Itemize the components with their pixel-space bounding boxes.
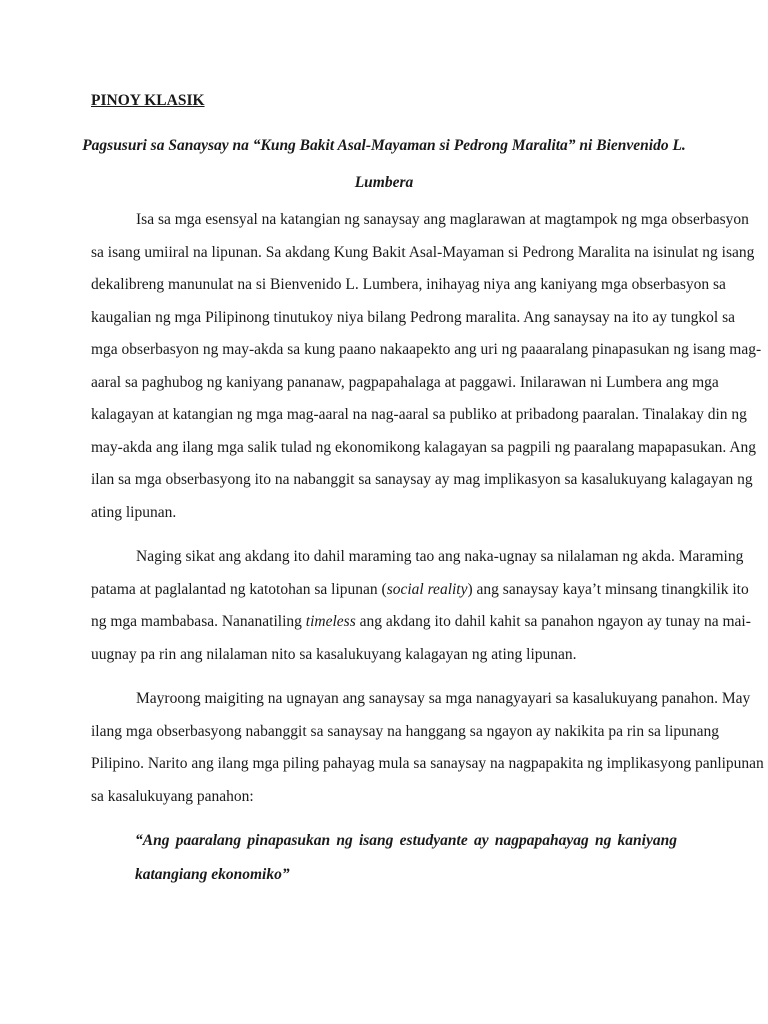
quote-line: “Ang paaralang pinapasukan ng isang estudyante ay nagpapahayag ng kaniyang (135, 832, 677, 849)
text-line: uugnay pa rin ang nilalaman nito sa kasalukuyang kalagayan ng ating lipunan. (91, 645, 577, 663)
text-line: aaral sa paghubog ng kaniyang pananaw, pagpapahalaga at paggawi. Inilarawan ni Lumbera ang mga (91, 373, 719, 391)
text-segment: ng mga mambabasa. Nananatiling (91, 613, 306, 630)
text-line: sa kasalukuyang panahon: (91, 787, 254, 805)
text-line: Mayroong maigiting na ugnayan ang sanaysay sa mga nanagyayari sa kasalukuyang panahon. May (136, 690, 751, 707)
text-line: kalagayan at katangian ng mga mag-aaral na nag-aaral sa publiko at pribadong paaralan. Tinalakay din ng (91, 406, 747, 423)
text-line: mga obserbasyon ng may-akda sa kung paano nakaapekto ang uri ng paaaralang pinapasukan ng isang mag- (91, 341, 762, 358)
document-title (61, 136, 707, 193)
text-segment: ang akdang ito dahil kahit sa panahon ngayon ay tunay na mai- (355, 613, 751, 630)
paragraph (91, 689, 764, 819)
text-line: dekalibreng manunulat na si Bienvenido L. Lumbera, inihayag niya ang kaniyang mga obserbasyon sa (91, 276, 726, 293)
document-body (91, 210, 764, 819)
text-line: ilang mga obserbasyong nabanggit sa sanaysay na hanggang sa ngayon ay nakikita pa rin sa lipunang (91, 722, 720, 740)
text-line: ating lipunan. (91, 503, 177, 521)
text-line: sa isang umiiral na lipunan. Sa akdang Kung Bakit Asal-Mayaman si Pedrong Maralita na isinulat ng isang (91, 243, 755, 261)
block-quote (135, 831, 677, 899)
title-line: Lumbera (354, 174, 414, 191)
title-line: Pagsusuri sa Sanaysay na “Kung Bakit Asal-Mayaman si Pedrong Maralita” ni Bienvenido L. (82, 137, 686, 154)
document-page (82, 91, 764, 899)
text-line: Naging sikat ang akdang ito dahil maraming tao ang naka-ugnay sa nilalaman ng akda. Maraming (136, 548, 744, 565)
text-line: Pilipino. Narito ang ilang mga piling pahayag mula sa sanaysay na nagpapakita ng implikasyong panlipunan (91, 755, 764, 772)
text-segment: ) ang sanaysay kaya’t minsang tinangkilik ito (467, 580, 749, 598)
text-line: may-akda ang ilang mga salik tulad ng ekonomikong kalagayan sa pagpili ng paaralang mapapasukan. Ang (91, 438, 757, 456)
text-line: ilan sa mga obserbasyong ito na nabanggit sa sanaysay ay mag implikasyon sa kasalukuyang kalagayan ng (91, 471, 753, 488)
document-heading: PINOY KLASIK (91, 92, 205, 109)
text-line: Isa sa mga esensyal na katangian ng sanaysay ang maglarawan at magtampok ng mga obserbasyon (136, 211, 749, 228)
quote-line: katangiang ekonomiko” (135, 866, 290, 883)
text-line (91, 612, 751, 645)
text-line (91, 580, 749, 613)
emphasized-term: timeless (305, 613, 356, 630)
paragraph (91, 210, 762, 535)
text-segment: patama at paglalantad ng katotohan sa lipunan ( (91, 580, 387, 598)
paragraph (91, 547, 751, 677)
text-line: kaugalian ng mga Pilipinong tinutukoy niya bilang Pedrong maralita. Ang sanaysay na ito ay tungkol sa (91, 308, 736, 326)
emphasized-term: social reality (386, 580, 468, 598)
